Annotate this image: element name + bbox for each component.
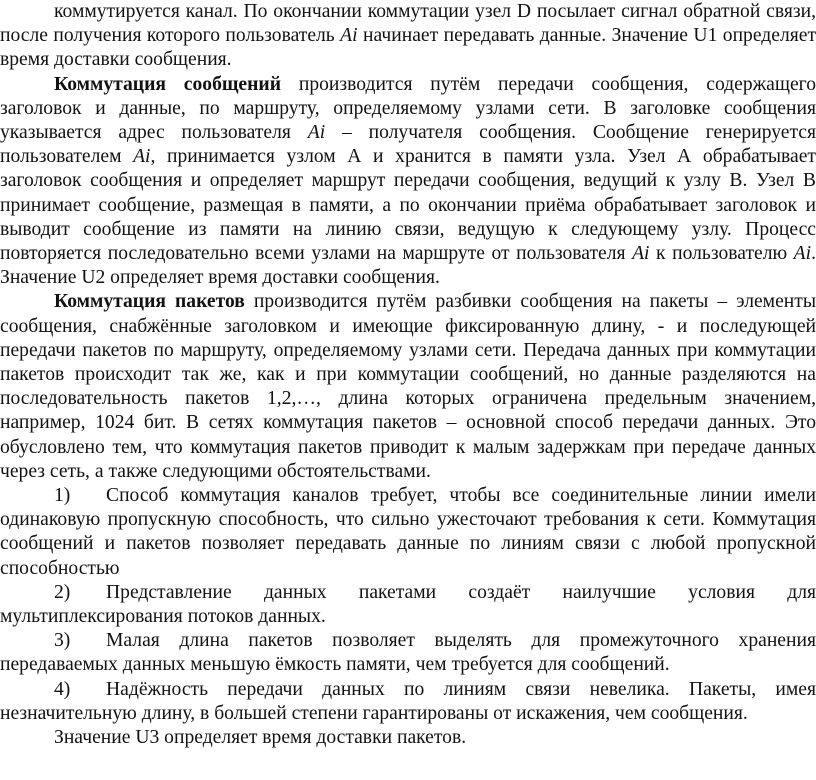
p-last-text: Значение U3 определяет время доставки пакетов.: [54, 727, 467, 749]
list-item: [0, 629, 816, 677]
p1-text-a: коммутируется канал. По окончании коммутации узел D посылает сигнал обратной связи, после получения которого пользователь: [0, 1, 816, 47]
p2-var-ai-2: Ai: [133, 146, 151, 168]
list-text: Представление данных пакетами создаёт наилучшие условия для мультиплексирования потоков данных.: [0, 581, 816, 628]
list-number: 1): [54, 485, 71, 507]
term-packet-switching: Коммутация пакетов: [54, 291, 245, 313]
p2-text-d: к пользователю: [649, 243, 794, 265]
p2-text-e: . Значение U2 определяет время доставки сообщения.: [0, 243, 816, 289]
list-item: [0, 678, 816, 726]
paragraph-packet-switching: [0, 290, 816, 484]
p2-var-ai-3: Ai: [632, 243, 650, 265]
list-text: Малая длина пакетов позволяет выделять для промежуточного хранения передаваемых данных меньшую ёмкость памяти, чем требуется для сообщений.: [0, 630, 816, 676]
p2-var-ai-1: Ai: [307, 122, 326, 144]
paragraph-packet-delivery-time: [0, 726, 816, 750]
list-number: 4): [54, 678, 71, 700]
list-item: [0, 484, 816, 581]
p2-var-ai-4: Ai: [793, 243, 812, 265]
p1-var-ai: Ai: [340, 25, 358, 47]
p3-text: производится путём разбивки сообщения на пакеты – элементы сообщения, снабжённые заголовком и имеющие фиксированную длину, - и последующей передачи пакетов по маршруту, определяемому узлами сети. Передача данных при коммутации пакетов происходит так же, как и при коммутации сообщений, но данные разделяются на последовательность пакетов 1,2,…, длина которых ограничена предельным значением, например, 1024 бит. В сетях коммутация пакетов – основной способ передачи данных. Это обусловлено тем, что коммутация пакетов приводит к малым задержкам при передаче данных через сеть, а также следующими обстоятельствами.: [0, 291, 816, 482]
p2-text-b: – получателя сообщения. Сообщение генерируется пользователем: [0, 122, 816, 168]
p2-text-a: производится путём передачи сообщения, содержащего заголовок и данные, по маршруту, определяемому узлами сети. В заголовке сообщения указывается адрес пользователя: [0, 73, 816, 144]
list-text: Надёжность передачи данных по линиям связи невелика. Пакеты, имея незначительную длину, в большей степени гарантированы от искажения, чем сообщения.: [0, 678, 816, 724]
term-message-switching: Коммутация сообщений: [54, 73, 282, 95]
p1-text-b: начинает передавать данные. Значение U1 определяет время доставки сообщения.: [0, 25, 816, 71]
list-number: 2): [54, 581, 71, 603]
list-number: 3): [54, 630, 71, 652]
p2-text-c: , принимается узлом А и хранится в памяти узла. Узел А обрабатывает заголовок сообщения и определяет маршрут передачи сообщения, ведущий к узлу В. Узел В принимает сообщение, размещая в памяти, а по окончании приёма обрабатывает заголовок и выводит сообщение из памяти на линию связи, ведущую к следующему узлу. Процесс повторяется последовательно всеми узлами на маршруте от пользователя: [0, 146, 816, 265]
paragraph-message-switching: [0, 73, 816, 291]
list-item: [0, 581, 816, 629]
paragraph-circuit-switching-end: [0, 0, 816, 73]
list-text: Способ коммутация каналов требует, чтобы все соединительные линии имели одинаковую пропускную способность, что сильно ужесточают требования к сети. Коммутация сообщений и пакетов позволяет передавать данные по линиям связи с любой пропускной способностью: [0, 485, 816, 579]
